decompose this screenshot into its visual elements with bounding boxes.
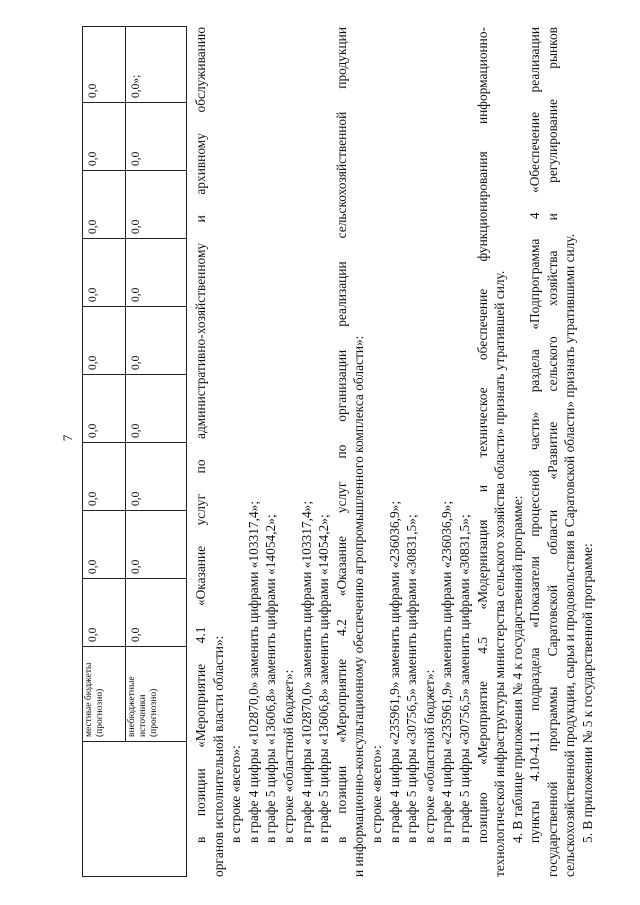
paragraph-line: в строке «областной бюджет»: bbox=[421, 669, 437, 843]
paragraph-line: в графе 5 цифры «30756,5» заменить цифрами «30831,5»; bbox=[404, 514, 420, 843]
rotated-content bbox=[82, 27, 612, 877]
budget-table bbox=[82, 27, 187, 877]
paragraph-line: в позиции «Мероприятие 4.1 «Оказание услуг по административно-хозяйственному и архивному обслуживанию bbox=[193, 27, 208, 843]
table-cell: 0,0 bbox=[83, 579, 126, 647]
table-cell: 0,0 bbox=[125, 171, 186, 239]
table-cell: 0,0 bbox=[83, 307, 126, 375]
table-cell: 0,0 bbox=[125, 239, 186, 307]
table-cell: 0,0 bbox=[125, 511, 186, 579]
table-cell: 0,0 bbox=[83, 375, 126, 443]
paragraph-line: в графе 5 цифры «30756,5» заменить цифрами «30831,5»; bbox=[456, 514, 472, 843]
paragraph-line: в графе 4 цифры «102870,0» заменить цифрами «103317,4»; bbox=[298, 500, 314, 843]
table-cell: 0,0 bbox=[83, 239, 126, 307]
table-cell: 0,0 bbox=[83, 511, 126, 579]
paragraph-line: органов исполнительной власти области»: bbox=[210, 635, 226, 877]
paragraph-line: государственной программы Саратовской области «Развитие сельского хозяйства и регулирование рынков bbox=[544, 27, 560, 877]
table-cell: 0,0 bbox=[125, 307, 186, 375]
paragraph-line: 5. В приложении № 5 к государственной программе: bbox=[580, 543, 596, 843]
paragraph-line: в строке «всего»: bbox=[368, 745, 384, 843]
row-label: внебюджетные источники (прогнозно) bbox=[125, 647, 186, 742]
paragraph-line: позицию «Мероприятие 4.5 «Модернизация и техническое обеспечение функционирования информационно- bbox=[474, 27, 490, 843]
paragraph-line: пункты 4.10-4.11 подраздела «Показатели процессной части» раздела «Подпрограмма 4 «Обеспечение реализации bbox=[527, 27, 543, 843]
table-cell: 0,0 bbox=[125, 579, 186, 647]
paragraph-line: в позиции «Мероприятие 4.2 «Оказание услуг по организации реализации сельскохозяйственной продукции bbox=[333, 27, 349, 843]
paragraph-line: сельскохозяйственной продукции, сырья и продовольствия в Саратовской области» признать утратившими силу. bbox=[562, 233, 578, 877]
document-body bbox=[192, 27, 597, 877]
table-cell: 0,0 bbox=[125, 443, 186, 511]
empty-cell bbox=[83, 742, 187, 877]
table-cell: 0,0»; bbox=[125, 27, 186, 103]
paragraph-line: 4. В таблице приложения № 4 к государственной программе: bbox=[509, 495, 525, 843]
paragraph-line: и информационно-консультационному обеспечению агропромышленного комплекса области»: bbox=[351, 335, 367, 877]
table-cell: 0,0 bbox=[83, 171, 126, 239]
table-cell: 0,0 bbox=[83, 103, 126, 171]
page-number: 7 bbox=[60, 434, 75, 442]
paragraph-line: в графе 5 цифры «13606,8» заменить цифрами «14054,2»; bbox=[263, 514, 279, 843]
row-label: местные бюджеты (прогнозно) bbox=[83, 647, 126, 742]
table-cell: 0,0 bbox=[83, 443, 126, 511]
paragraph-line: в графе 4 цифры «102870,0» заменить цифрами «103317,4»; bbox=[245, 500, 261, 843]
table-cell: 0,0 bbox=[83, 27, 126, 103]
table-cell: 0,0 bbox=[125, 375, 186, 443]
paragraph-line: в графе 4 цифры «235961,9» заменить цифрами «236036,9»; bbox=[386, 500, 402, 843]
paragraph-line: технологической инфраструктуры министерства сельского хозяйства области» признать утратившей силу. bbox=[492, 270, 508, 877]
table-row bbox=[83, 27, 126, 877]
paragraph-line: в строке «всего»: bbox=[228, 745, 244, 843]
paragraph-line: в графе 5 цифры «13606,8» заменить цифрами «14054,2»; bbox=[316, 514, 332, 843]
table-cell: 0,0 bbox=[125, 103, 186, 171]
paragraph-line: в строке «областной бюджет»: bbox=[280, 669, 296, 843]
paragraph-line: в графе 4 цифры «235961,9» заменить цифрами «236036,9»; bbox=[439, 500, 455, 843]
